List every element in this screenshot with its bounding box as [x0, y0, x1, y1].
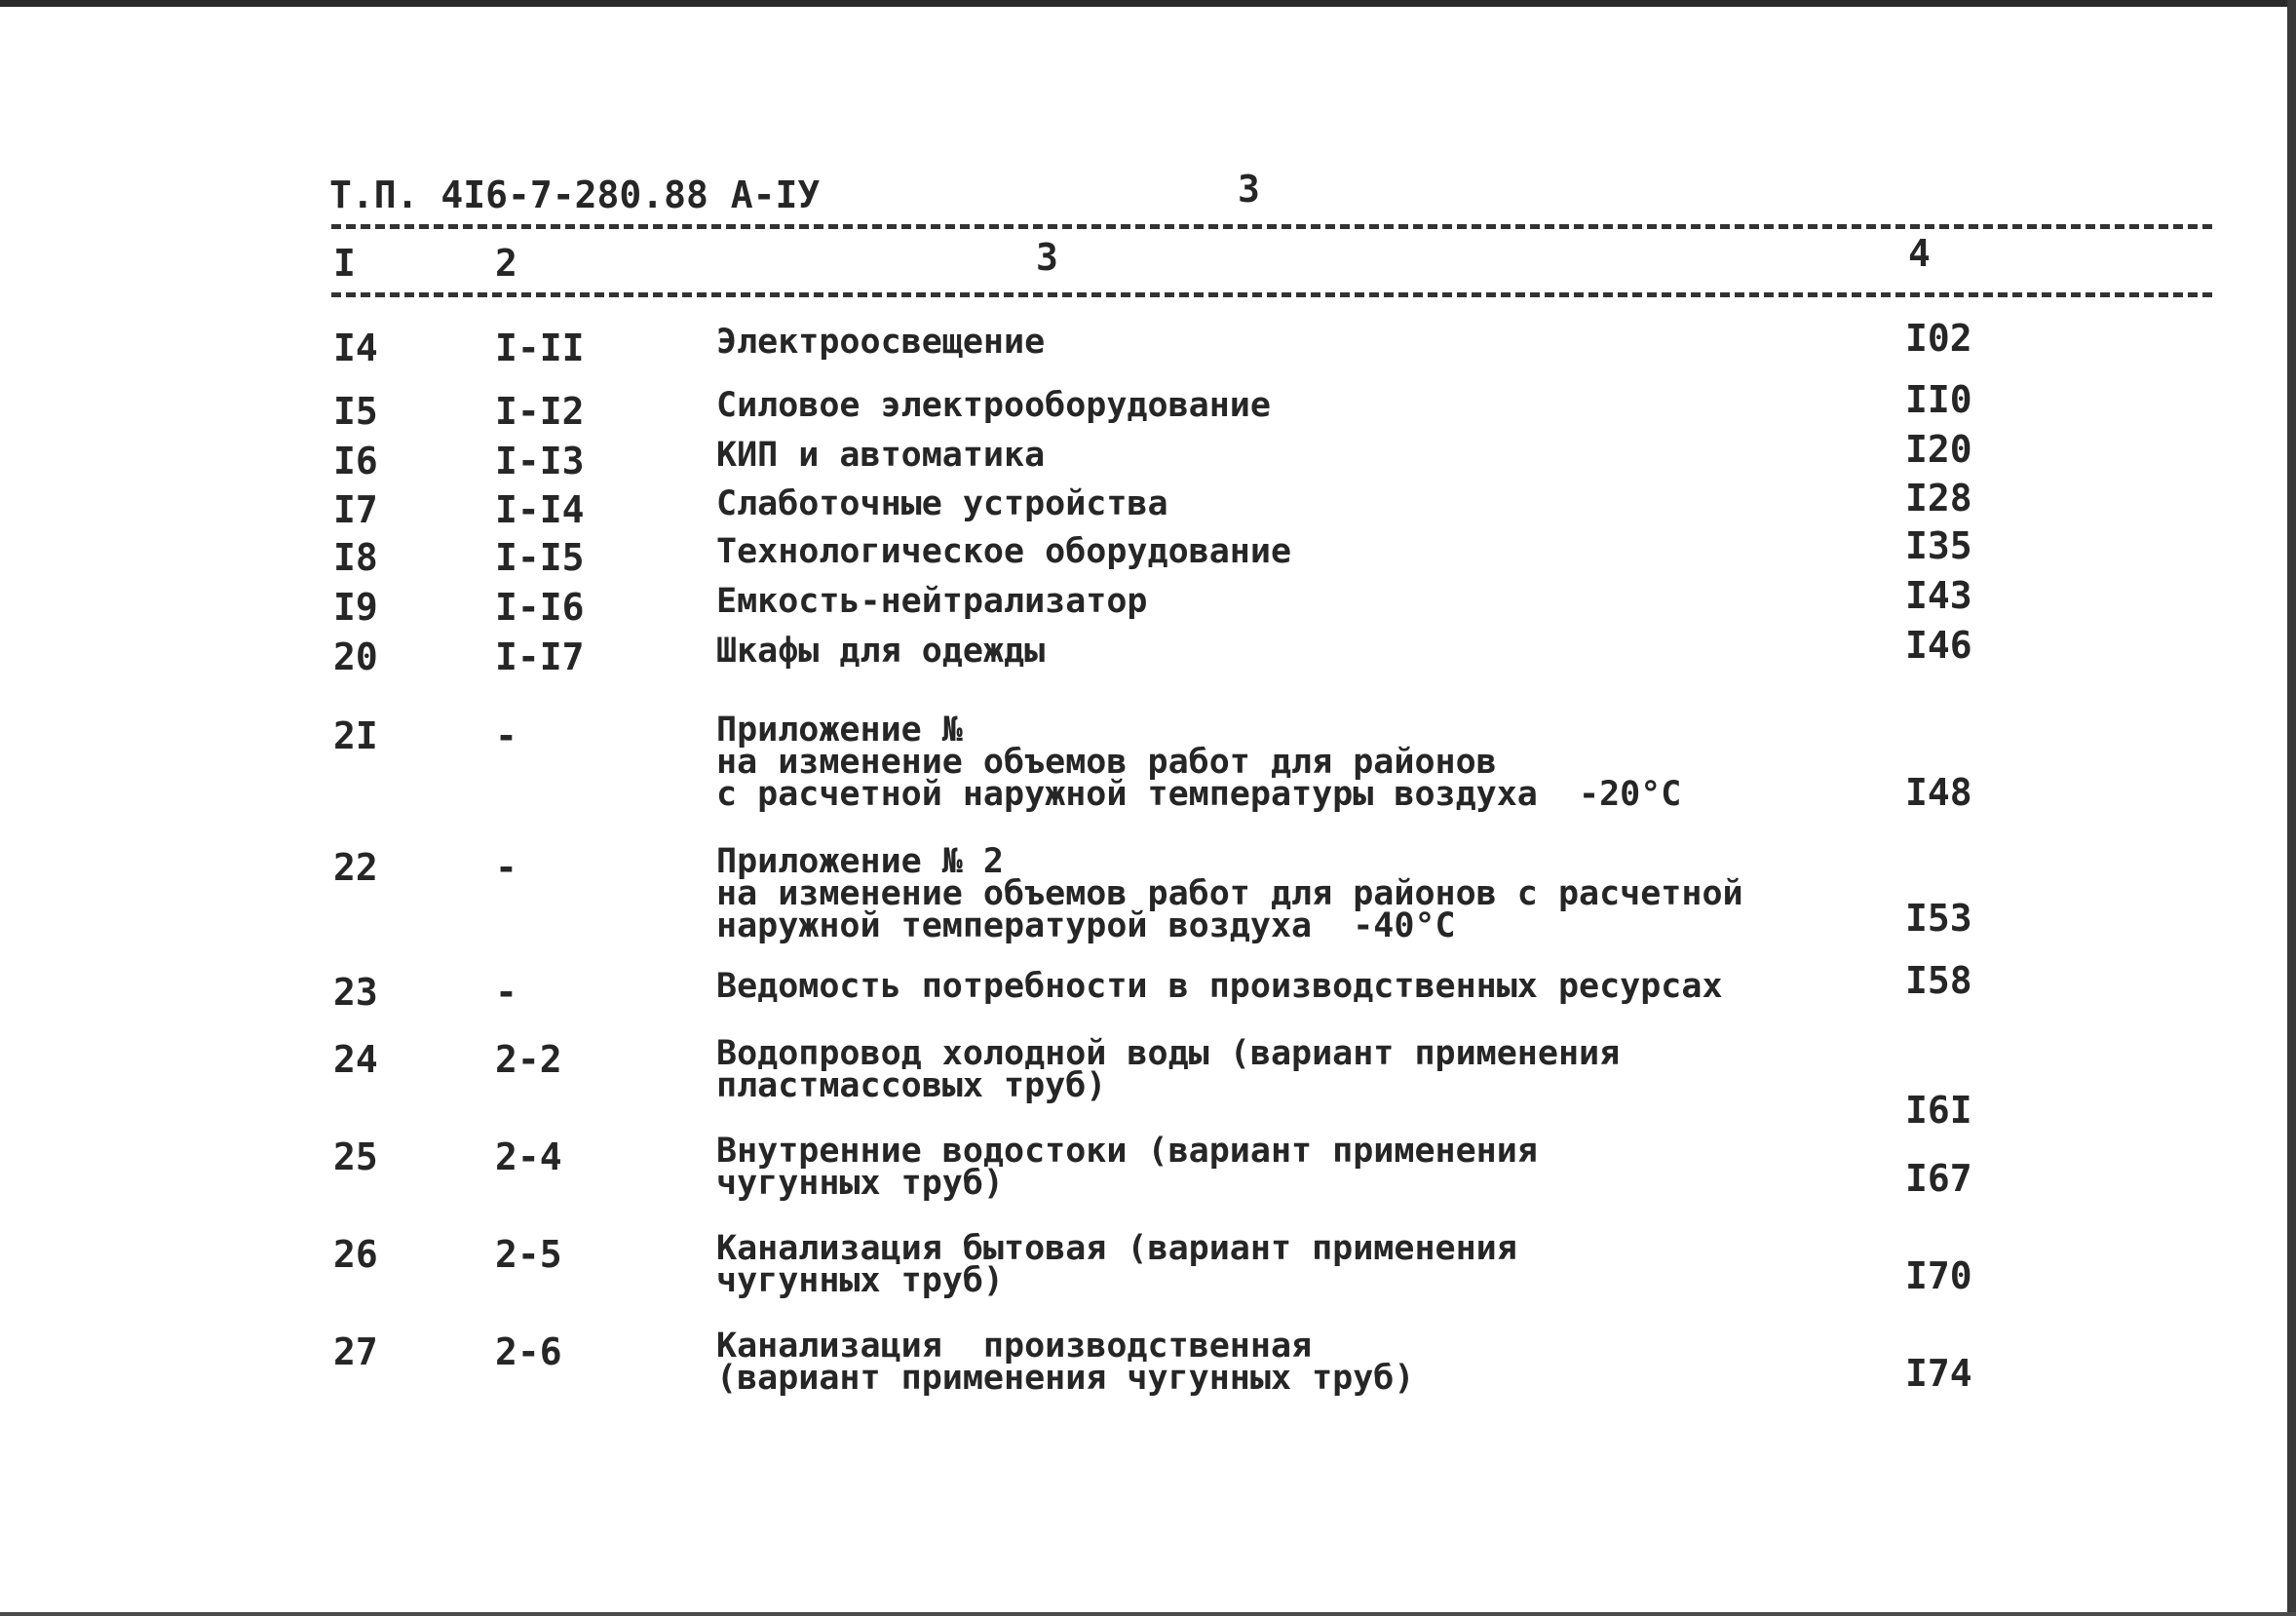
section-title — [716, 1327, 1415, 1398]
section-title-line: Приложение № 2 — [716, 842, 1005, 881]
section-title — [716, 582, 1148, 621]
column-header-2: 2 — [495, 242, 517, 285]
sheet-reference: I-I2 — [495, 390, 585, 433]
row-number: I6 — [333, 440, 378, 482]
section-title — [716, 1034, 1621, 1105]
column-header-1: I — [333, 242, 356, 285]
section-title-line: Емкость-нейтрализатор — [716, 582, 1148, 621]
section-title-line: Силовое электрооборудование — [716, 386, 1271, 425]
sheet-reference: 2-4 — [495, 1135, 562, 1178]
sheet-reference: I-II — [495, 327, 585, 369]
section-title-line: наружной температурой воздуха -40°С — [716, 906, 1456, 945]
row-number: 27 — [333, 1330, 378, 1373]
sheet-reference: 2-5 — [495, 1233, 562, 1276]
row-number: I8 — [333, 536, 378, 579]
section-title-line: Внутренние водостоки (вариант применения — [716, 1132, 1538, 1171]
row-number: 22 — [333, 846, 378, 889]
row-number: I9 — [333, 586, 378, 629]
section-title-line: Канализация бытовая (вариант применения — [716, 1229, 1517, 1268]
page-number: 3 — [1238, 168, 1260, 211]
page-reference: I20 — [1905, 428, 1972, 471]
row-number: 2I — [333, 714, 378, 757]
sheet-reference: - — [495, 846, 517, 889]
section-title — [716, 484, 1168, 523]
scan-edge-top — [0, 0, 2296, 7]
row-number: I4 — [333, 327, 378, 369]
section-title — [716, 632, 1046, 671]
page-reference: I74 — [1905, 1352, 1972, 1395]
section-title-line: Электроосвещение — [716, 323, 1046, 362]
sheet-reference: I-I7 — [495, 635, 585, 678]
row-number: I5 — [333, 390, 378, 433]
section-title-line: пластмассовых труб) — [716, 1066, 1107, 1105]
section-title-line: Ведомость потребности в производственных ресурсах — [716, 967, 1723, 1006]
scan-edge-right — [2287, 0, 2296, 1616]
page-reference: I02 — [1905, 317, 1972, 360]
page-reference: I35 — [1905, 524, 1972, 567]
section-title — [716, 386, 1271, 425]
page-reference: I70 — [1905, 1254, 1972, 1297]
section-title-line: Канализация производственная — [716, 1327, 1313, 1366]
document-code: Т.П. 4I6-7-280.88 А-IУ — [329, 173, 821, 216]
sheet-reference: 2-6 — [495, 1330, 562, 1373]
section-title — [716, 323, 1046, 362]
section-title-line: с расчетной наружной температуры воздуха -20°С — [716, 775, 1682, 814]
row-number: 26 — [333, 1233, 378, 1276]
section-title-line: Слаботочные устройства — [716, 484, 1168, 523]
section-title-line: Шкафы для одежды — [716, 632, 1046, 671]
section-title-line: чугунных труб) — [716, 1164, 1005, 1203]
scan-edge-bottom — [0, 1612, 2296, 1616]
section-title — [716, 1132, 1538, 1203]
section-title — [716, 436, 1046, 475]
section-title — [716, 1229, 1517, 1300]
row-number: 23 — [333, 971, 378, 1014]
sheet-reference: I-I5 — [495, 536, 585, 579]
page-reference: I6I — [1905, 1089, 1972, 1132]
sheet-reference: I-I4 — [495, 488, 585, 531]
column-header-3: 3 — [1036, 236, 1058, 279]
section-title-line: Водопровод холодной воды (вариант применения — [716, 1034, 1621, 1073]
row-number: 24 — [333, 1038, 378, 1081]
sheet-reference: 2-2 — [495, 1038, 562, 1081]
section-title-line: на изменение объемов работ для районов — [716, 743, 1497, 782]
page-reference: I43 — [1905, 574, 1972, 617]
section-title — [716, 967, 1723, 1006]
section-title-line: КИП и автоматика — [716, 436, 1046, 475]
page-reference: I58 — [1905, 959, 1972, 1002]
header-divider-top — [331, 224, 2212, 229]
section-title-line: Приложение № — [716, 711, 963, 750]
row-number: I7 — [333, 488, 378, 531]
page-reference: II0 — [1905, 378, 1972, 421]
sheet-reference: I-I6 — [495, 586, 585, 629]
sheet-reference: - — [495, 714, 517, 757]
section-title-line: (вариант применения чугунных труб) — [716, 1359, 1415, 1398]
row-number: 20 — [333, 635, 378, 678]
page-reference: I48 — [1905, 771, 1972, 814]
header-divider-bottom — [331, 292, 2212, 297]
section-title-line: на изменение объемов работ для районов с расчетной — [716, 874, 1743, 913]
column-header-4: 4 — [1908, 232, 1931, 275]
section-title — [716, 842, 1743, 945]
section-title-line: Технологическое оборудование — [716, 532, 1292, 571]
page-reference: I28 — [1905, 477, 1972, 519]
section-title-line: чугунных труб) — [716, 1261, 1005, 1300]
sheet-reference: I-I3 — [495, 440, 585, 482]
sheet-reference: - — [495, 971, 517, 1014]
section-title — [716, 532, 1292, 571]
page-reference: I53 — [1905, 897, 1972, 940]
section-title — [716, 711, 1682, 814]
page-reference: I67 — [1905, 1157, 1972, 1200]
page-reference: I46 — [1905, 624, 1972, 667]
row-number: 25 — [333, 1135, 378, 1178]
